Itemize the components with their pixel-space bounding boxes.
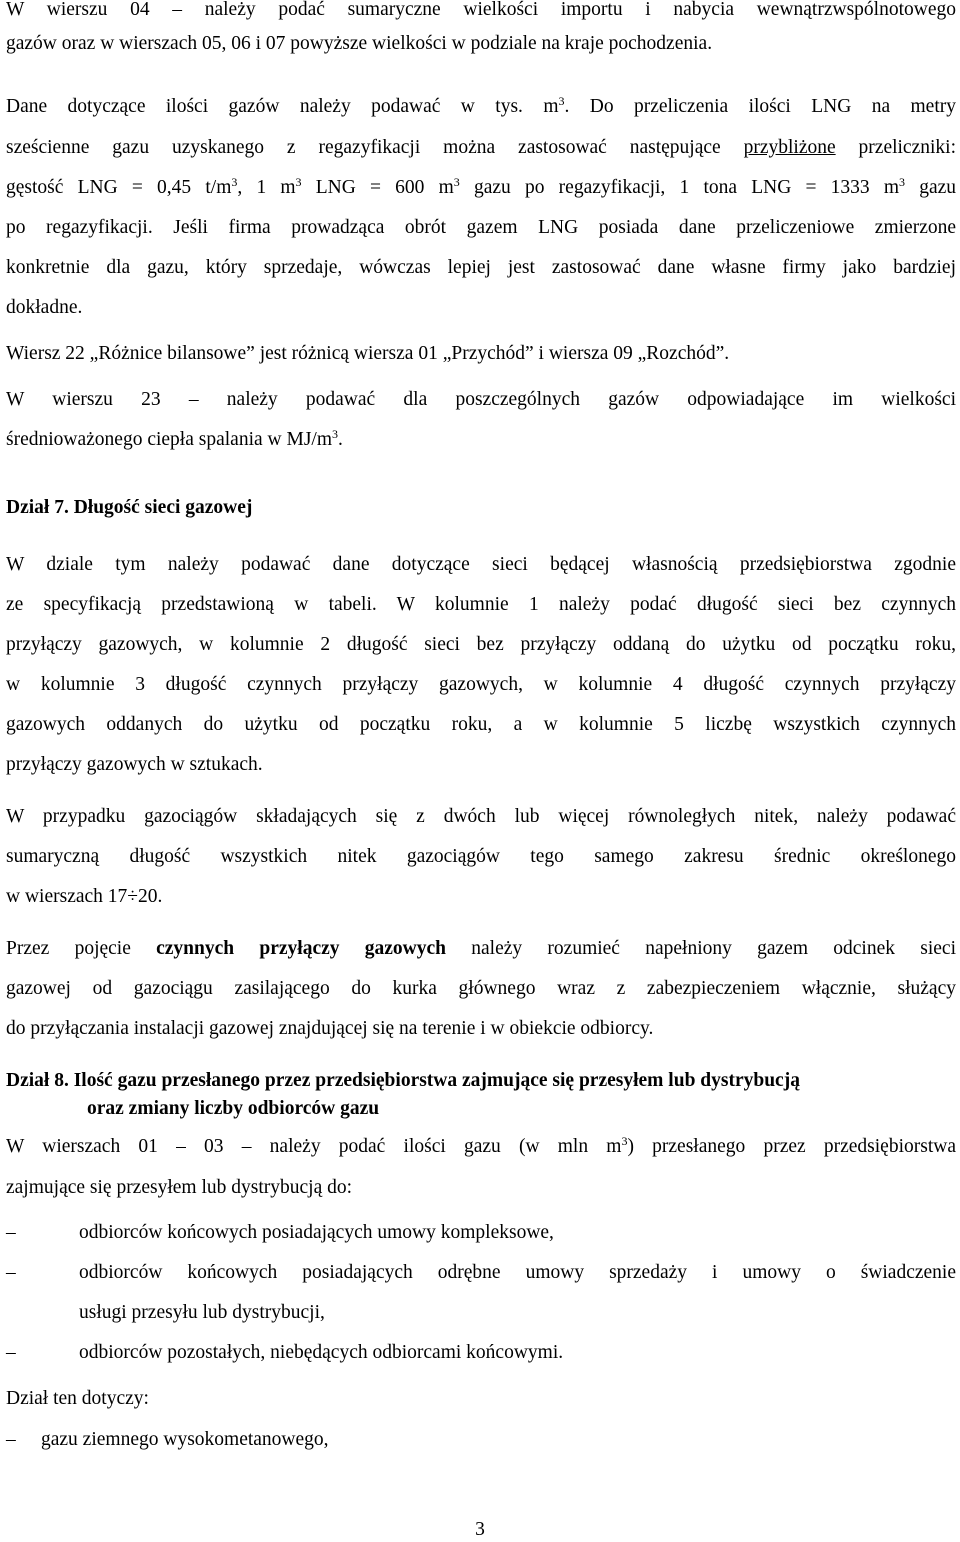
list-dash: – — [6, 1342, 16, 1363]
text-line: w wierszach 17÷20. — [6, 886, 163, 907]
list-item: odbiorców pozostałych, niebędących odbiorcami końcowymi. — [79, 1342, 564, 1363]
text-line: Dane dotyczące ilości gazów należy podawać w tys. $m^3$. Do przeliczenia ilości LNG na metry — [6, 94, 956, 117]
text-line: gazowych oddanych do użytku od początku roku, a w kolumnie 5 liczbę wszystkich czynnych — [6, 714, 956, 735]
text-line: przyłączy gazowych w sztukach. — [6, 754, 263, 775]
list-dash: – — [6, 1429, 16, 1450]
text-line: dokładne. — [6, 297, 83, 318]
text-line: Dział ten dotyczy: — [6, 1388, 149, 1409]
section-heading: Dział 8. Ilość gazu przesłanego przez przedsiębiorstwa zajmujące się przesyłem lub dystrybucją — [6, 1070, 800, 1091]
list-item: odbiorców końcowych posiadających odrębne umowy sprzedaży i umowy o świadczenie — [79, 1262, 956, 1283]
text-line: W wierszu 23 – należy podawać dla poszczególnych gazów odpowiadające im wielkości — [6, 389, 956, 410]
text-line: średnioważonego ciepła spalania w $MJ/m^3$. — [6, 427, 343, 450]
text-line: Przez pojęcie czynnych przyłączy gazowych należy rozumieć napełniony gazem odcinek sieci — [6, 938, 956, 959]
text-line: do przyłączania instalacji gazowej znajdującej się na terenie i w obiekcie odbiorcy. — [6, 1018, 654, 1039]
text-line: zajmujące się przesyłem lub dystrybucją do: — [6, 1177, 353, 1198]
list-item-cont: usługi przesyłu lub dystrybucji, — [79, 1302, 325, 1323]
text-line: w kolumnie 3 długość czynnych przyłączy gazowych, w kolumnie 4 długość czynnych przyłączy — [6, 674, 956, 695]
list-dash: – — [6, 1222, 16, 1243]
text-line: po regazyfikacji. Jeśli firma prowadząca obrót gazem LNG posiada dane przeliczeniowe zmierzone — [6, 217, 956, 238]
text-line: ze specyfikacją przedstawioną w tabeli. W kolumnie 1 należy podać długość sieci bez czynnych — [6, 594, 956, 615]
text-line: sześcienne gazu uzyskanego z regazyfikacji można zastosować następujące przybliżone przeliczniki: — [6, 137, 956, 158]
list-item: gazu ziemnego wysokometanowego, — [41, 1429, 329, 1450]
text-line: W dziale tym należy podawać dane dotyczące sieci będącej własnością przedsiębiorstwa zgodnie — [6, 554, 956, 575]
text-line: W przypadku gazociągów składających się z dwóch lub więcej równoległych nitek, należy podawać — [6, 806, 956, 827]
text-line: sumaryczną długość wszystkich nitek gazociągów tego samego zakresu średnic określonego — [6, 846, 956, 867]
text-line: gazów oraz w wierszach 05, 06 i 07 powyższe wielkości w podziale na kraje pochodzenia. — [6, 33, 713, 54]
text-line: konkretnie dla gazu, który sprzedaje, wówczas lepiej jest zastosować dane własne firmy jako bardziej — [6, 257, 956, 278]
text-line: W wierszu 04 – należy podać sumaryczne wielkości importu i nabycia wewnątrzwspólnotowego — [6, 0, 956, 20]
text-line: gęstość LNG = 0,45 $t/m^3$, 1 $m^3$ LNG = 600 $m^3$ gazu po regazyfikacji, 1 tona LNG = 1333 $m^3$ gazu — [6, 175, 957, 198]
section-heading: Dział 7. Długość sieci gazowej — [6, 497, 253, 518]
text-line: W wierszach 01 – 03 – należy podać ilości gazu (w mln $m^3$) przesłanego przez przedsiębiorstwa — [6, 1134, 956, 1157]
text-line: Wiersz 22 „Różnice bilansowe” jest różnicą wiersza 01 „Przychód” i wiersza 09 „Rozchód”. — [6, 343, 730, 364]
text-line: przyłączy gazowych, w kolumnie 2 długość sieci bez przyłączy oddaną do użytku od początku roku, — [6, 634, 956, 655]
list-item: odbiorców końcowych posiadających umowy kompleksowe, — [79, 1222, 554, 1243]
text-line: gazowej od gazociągu zasilającego do kurka głównego wraz z zabezpieczeniem włącznie, służący — [6, 978, 956, 999]
page-number: 3 — [475, 1519, 485, 1540]
list-dash: – — [6, 1262, 16, 1283]
section-heading-cont: oraz zmiany liczby odbiorców gazu — [87, 1098, 380, 1119]
